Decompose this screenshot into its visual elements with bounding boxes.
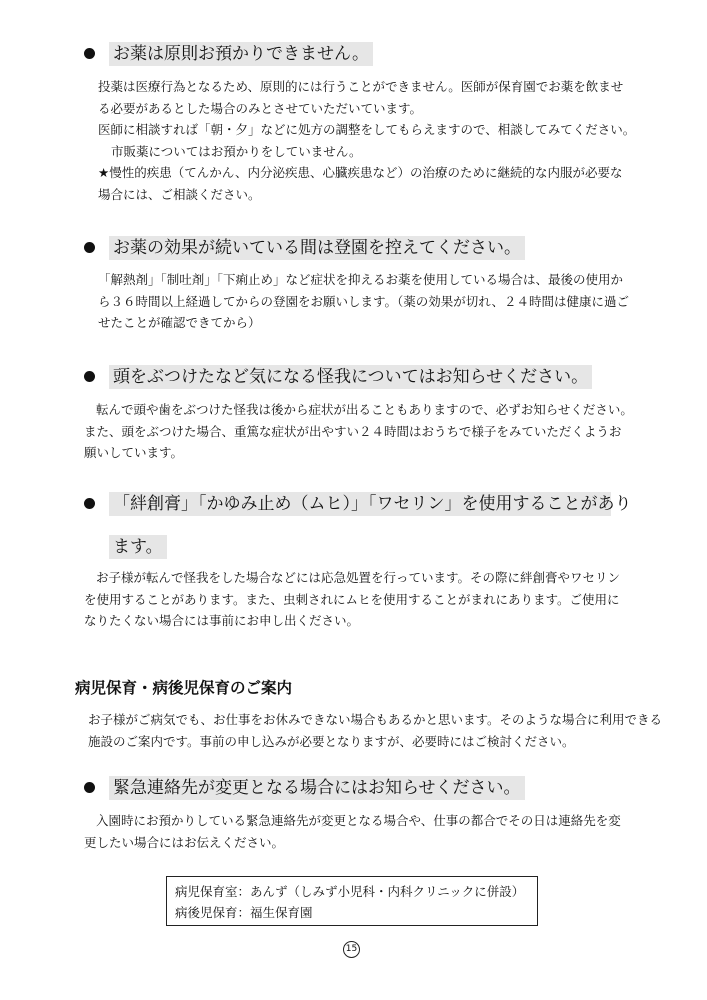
para-line: 投薬は医療行為となるため、原則的には行うことができません。医師が保育園でお薬を飲ませ xyxy=(98,79,624,94)
page-number: 15 xyxy=(343,941,360,958)
para-line: ★慢性的疾患（てんかん、内分泌疾患、心臓疾患など）の治療のために継続的な内服が必要な xyxy=(98,165,623,180)
heading-text: 「絆創膏」「かゆみ止め（ムヒ）」「ワセリン」を使用することがあり xyxy=(109,492,611,516)
emergency-paragraph xyxy=(84,810,621,853)
first-aid-heading-continued: ます。 xyxy=(109,535,167,559)
heading-text: 頭をぶつけたなど気になる怪我についてはお知らせください。 xyxy=(109,365,592,389)
bullet-icon xyxy=(84,782,95,793)
heading-text: お薬は原則お預かりできません。 xyxy=(109,42,373,66)
sick-care-paragraph xyxy=(88,709,662,752)
first-aid-paragraph xyxy=(84,567,620,632)
injury-paragraph xyxy=(84,399,633,464)
para-line: 場合には、ご相談ください。 xyxy=(98,186,261,202)
sick-care-title: 病児保育・病後児保育のご案内 xyxy=(75,679,293,697)
para-line: る必要があるとした場合のみとさせていただいています。 xyxy=(98,100,423,116)
first-aid-heading xyxy=(84,492,632,516)
para-line: 入園時にお預かりしている緊急連絡先が変更となる場合や、仕事の都合でその日は連絡先を変 xyxy=(96,813,621,828)
heading-text: お薬の効果が続いている間は登園を控えてください。 xyxy=(109,236,525,260)
medicine-effect-paragraph xyxy=(98,269,629,334)
para-line: ら３６時間以上経過してからの登園をお願いします。（薬の効果が切れ、２４時間は健康に過ご xyxy=(98,293,630,309)
para-line: 更したい場合にはお伝えください。 xyxy=(84,834,285,850)
para-line: 「解熱剤」「制吐剤」「下痢止め」など症状を抑えるお薬を使用している場合は、最後の使用か xyxy=(98,272,624,287)
bullet-icon xyxy=(84,48,95,59)
para-line: せたことが確認できてから） xyxy=(98,315,261,330)
medicine-paragraph xyxy=(98,76,635,205)
bullet-icon xyxy=(84,498,95,509)
para-line: お子様が転んで怪我をした場合などには応急処置を行っています。その際に絆創膏やワセリン xyxy=(96,570,621,585)
post-sick-care: 病後児保育：福生保育園 xyxy=(175,905,313,920)
heading-text: 緊急連絡先が変更となる場合にはお知らせください。 xyxy=(109,776,525,800)
sick-care-room: 病児保育室：あんず（しみず小児科・内科クリニックに併設） xyxy=(175,884,525,899)
para-line: 願いしています。 xyxy=(84,445,184,460)
para-line: お子様がご病気でも、お仕事をお休みできない場合もあるかと思います。そのような場合に利用できる xyxy=(88,712,663,727)
para-line: を使用することがあります。また、虫刺されにムヒを使用することがまれにあります。ご使用に xyxy=(84,591,620,607)
para-line: 市販薬についてはお預かりをしていません。 xyxy=(111,143,362,159)
para-line: なりたくない場合には事前にお申し出ください。 xyxy=(84,613,360,628)
para-line: 医師に相談すれば「朝・夕」などに処方の調整をしてもらえますので、相談してみてください。 xyxy=(98,122,636,137)
para-line: 転んで頭や歯をぶつけた怪我は後から症状が出ることもありますので、必ずお知らせください。 xyxy=(96,402,633,417)
medicine-heading xyxy=(84,42,373,66)
bullet-icon xyxy=(84,242,95,253)
medicine-effect-heading xyxy=(84,236,525,260)
para-line: また、頭をぶつけた場合、重篤な症状が出やすい２４時間はおうちで様子をみていただくようお xyxy=(84,423,622,439)
emergency-heading xyxy=(84,776,525,800)
bullet-icon xyxy=(84,371,95,382)
facility-info-box xyxy=(166,876,538,926)
para-line: 施設のご案内です。事前の申し込みが必要となりますが、必要時にはご検討ください。 xyxy=(88,733,575,749)
injury-heading xyxy=(84,365,592,389)
